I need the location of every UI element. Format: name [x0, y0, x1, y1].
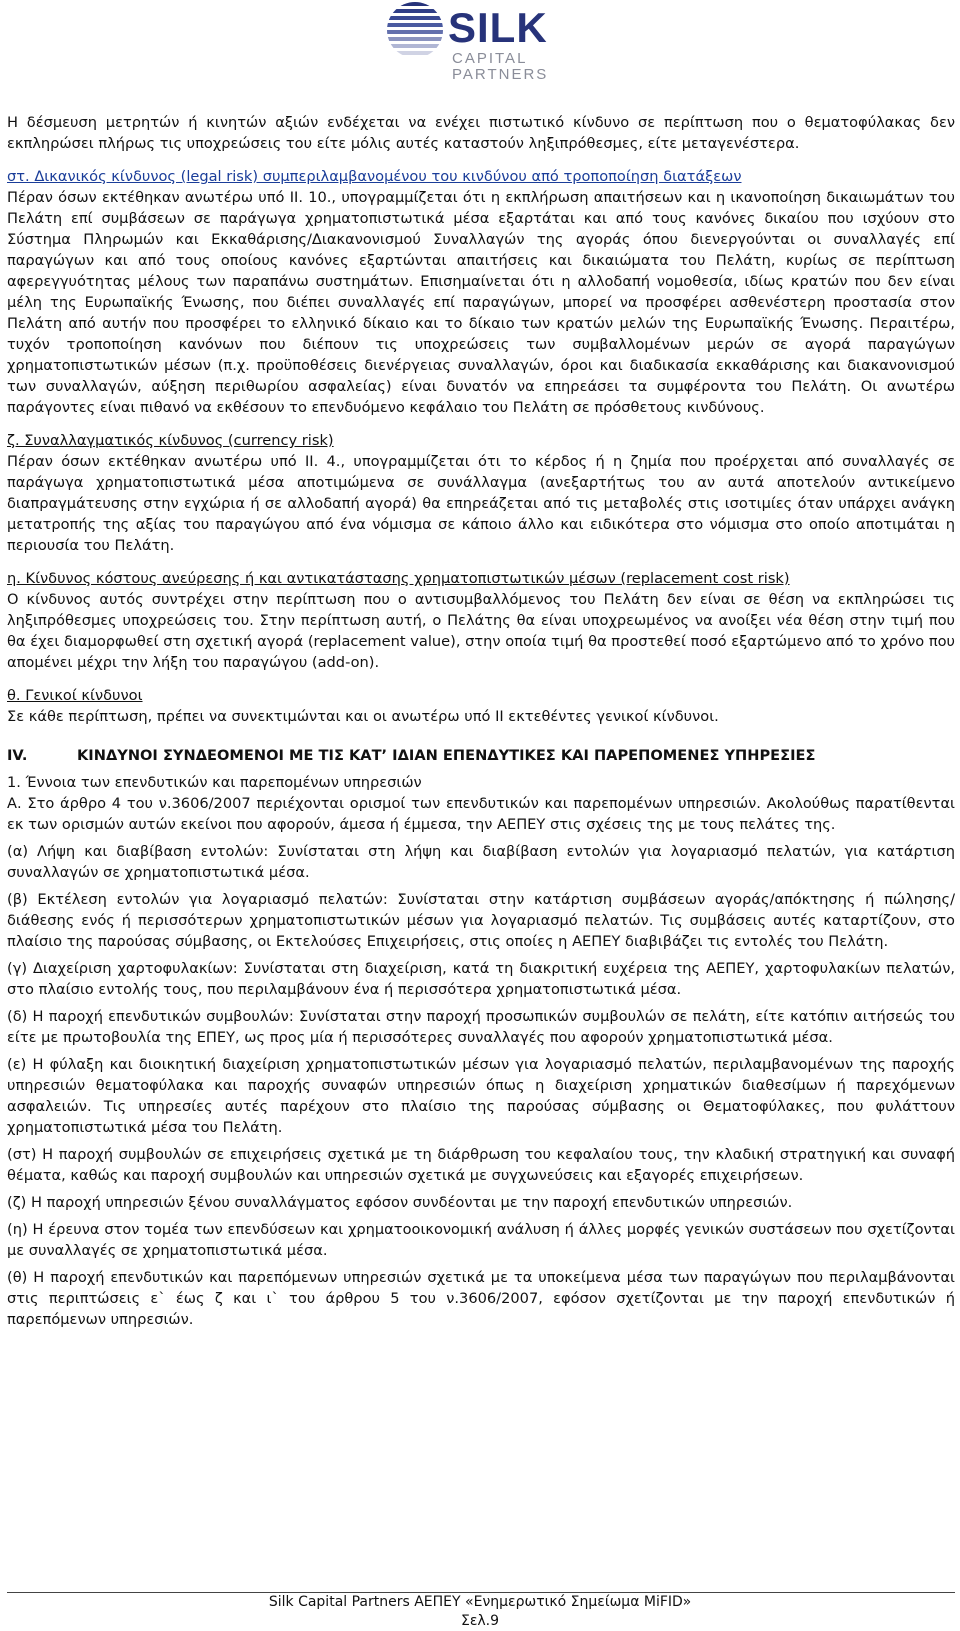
- footer-title: Silk Capital Partners ΑΕΠΕΥ «Ενημερωτικό Σημείωμα MiFID»: [268, 1594, 692, 1610]
- paragraph-intro: Η δέσμευση μετρητών ή κινητών αξιών ενδέχεται να ενέχει πιστωτικό κίνδυνο σε περίπτωση που ο θεματοφύλακας δεν εκπληρώσει πλήρως τις υποχρεώσεις του είτε μόλις αυτές καταστούν ληξιπρόθεσμες, είτε μεταγενέστερα.: [7, 114, 955, 152]
- heading-legal-risk: στ. Δικανικός κίνδυνος (legal risk) συμπεριλαμβανομένου του κινδύνου από τροποποίηση διατάξεων: [7, 168, 742, 185]
- section-title: ΚΙΝΔΥΝΟΙ ΣΥΝΔΕΟΜΕΝΟΙ ΜΕ ΤΙΣ ΚΑΤ’ ΙΔΙΑΝ ΕΠΕΝΔΥΤΙΚΕΣ ΚΑΙ ΠΑΡΕΠΟΜΕΝΕΣ ΥΠΗΡΕΣΙΕΣ: [77, 747, 816, 764]
- paragraph-a: Α. Στο άρθρο 4 του ν.3606/2007 περιέχονται ορισμοί των επενδυτικών και παρεπομένων υπηρεσιών. Ακολούθως παρατίθενται εκ των ορισμών αυτών εκείνοι που αφορούν, άμεσα ή έμμεσα, την ΑΕΠΕΥ στις σχέσεις της με τους πελάτες της.: [7, 795, 955, 833]
- heading-replacement-cost-risk: η. Κίνδυνος κόστους ανεύρεσης ή και αντικατάστασης χρηματοπιστωτικών μέσων (replacement cost risk): [7, 570, 790, 587]
- paragraph-replacement-cost-risk: Ο κίνδυνος αυτός συντρέχει στην περίπτωση που ο αντισυμβαλλόμενος του Πελάτη δεν είναι σε θέση να εκπληρώσει τις ληξιπρόθεσμες υποχρεώσεις του. Στην περίπτωση αυτή, ο Πελάτης θα είναι υποχρεωμένος να ανοίξει νέα θέση στην τιμή που θα έχει διαμορφωθεί στη σχετική αγορά (replacement value), στην οποία τιμή θα προστεθεί ποσό εξαρτώμενο από το χρόνο που απομένει μέχρι την λήξη του παραγώγου (add-on).: [7, 591, 955, 671]
- heading-general-risks: θ. Γενικοί κίνδυνοι: [7, 687, 143, 704]
- item-d: (δ) Η παροχή επενδυτικών συμβουλών: Συνίσταται στην παροχή προσωπικών συμβουλών σε πελάτη, είτε κατόπιν αιτήσεώς του είτε με πρωτοβουλία της ΕΠΕΥ, ως προς μία ή περισσότερες συναλλαγές που αφορούν χρηματοπιστωτικά μέσα.: [7, 1008, 955, 1046]
- page-number: Σελ.9: [460, 1613, 500, 1629]
- paragraph-currency-risk: Πέραν όσων εκτέθηκαν ανωτέρω υπό ΙΙ. 4., υπογραμμίζεται ότι το κέρδος ή η ζημία που προέρχεται από συναλλαγές σε παράγωγα χρηματοπιστωτικά μέσα αποτιμώμενα σε συνάλλαγμα (ανεξαρτήτως του αν αυτά αποτελούν αντικείμενο διαπραγμάτευσης στην εγχώρια ή σε αλλοδαπή αγορά) θα επηρεάζεται από τις μεταβολές στις ισοτιμίες όταν υπάρχει ανάγκη μετατροπής της αξίας του παραγώγου από ένα νόμισμα σε κάποιο άλλο και ειδικότερα στο νόμισμα στο οποίο αποτιμάται η περιουσία του Πελάτη.: [7, 453, 955, 554]
- document-body: [7, 112, 955, 1330]
- item-c: (γ) Διαχείριση χαρτοφυλακίων: Συνίσταται στη διαχείριση, κατά τη διακριτική ευχέρεια της ΑΕΠΕΥ, χαρτοφυλακίων πελατών, στο πλαίσιο εντολής τους, που περιλαμβάνουν ένα ή περισσότερα χρηματοπιστωτικά μέσα.: [7, 960, 955, 998]
- item-th: (θ) Η παροχή επενδυτικών και παρεπόμενων υπηρεσιών σχετικά με τα υποκείμενα μέσα των παραγώγων που περιλαμβάνονται στις περιπτώσεις ε` έως ζ και ι` του άρθρου 5 του ν.3606/2007, εφόσον σχετίζονται με την παροχή επενδυτικών ή παρεπόμενων υπηρεσιών.: [7, 1269, 955, 1328]
- heading-currency-risk: ζ. Συναλλαγματικός κίνδυνος (currency risk): [7, 432, 334, 449]
- company-logo: [380, 0, 590, 86]
- logo-line-capital: CAPITAL: [452, 50, 528, 67]
- section-heading-iv: [7, 745, 955, 766]
- item-z: (ζ) Η παροχή υπηρεσιών ξένου συναλλάγματος εφόσον συνδέονται με την παροχή επενδυτικών υπηρεσιών.: [7, 1194, 793, 1211]
- paragraph-legal-risk: Πέραν όσων εκτέθηκαν ανωτέρω υπό ΙΙ. 10., υπογραμμίζεται ότι η εκπλήρωση απαιτήσεων και η ικανοποίηση δικαιωμάτων του Πελάτη επί συμβάσεων σε παράγωγα χρηματοπιστωτικά μέσα εξαρτάται και από τους κανόνες δικαίου που ισχύουν στο Σύστημα Πληρωμών και Εκκαθάρισης/Διακανονισμού Συναλλαγών της αγοράς όπου διενεργούνται οι συναλλαγές επί παραγώγων και από τους οποίους κανόνες εξαρτώνται απαιτήσεις και δικαιώματα του Πελάτη, κυρίως σε περίπτωση αφερεγγυότητας μέλους των παραπάνω συστημάτων. Επισημαίνεται ότι η αλλοδαπή νομοθεσία, ιδίως κρατών που δεν είναι μέλη της Ευρωπαϊκής Ένωσης, που διέπει συναλλαγές επί παραγώγων, μπορεί να προσφέρει ασθενέστερη προστασία στον Πελάτη από αυτήν που προσφέρει το ελληνικό δίκαιο και το δίκαιο των κρατών μελών της Ευρωπαϊκής Ένωσης. Περαιτέρω, τυχόν τροποποίηση κανόνων που διέπουν τις υποχρεώσεις των συμβαλλομένων μερών σε αγορά παραγώγων χρηματοπιστωτικών μέσων (π.χ. προϋποθέσεις διενέργειας συναλλαγών, όροι και διαδικασία εκκαθάρισης και διακανονισμού των συναλλαγών, αύξηση περιθωρίου ασφαλείας) είναι δυνατόν να επηρεάσει τα συμφέροντα του Πελάτη. Οι ανωτέρω παράγοντες είναι πιθανό να εκθέσουν το επενδυόμενο κεφάλαιο του Πελάτη σε πρόσθετους κινδύνους.: [7, 189, 955, 416]
- item-a: (α) Λήψη και διαβίβαση εντολών: Συνίσταται στη λήψη και διαβίβαση εντολών για λογαριασμό πελατών, για κατάρτιση συναλλαγών σε χρηματοπιστωτικά μέσα.: [7, 843, 955, 881]
- item-e: (ε) Η φύλαξη και διοικητική διαχείριση χρηματοπιστωτικών μέσων για λογαριασμό πελατών, περιλαμβανομένων της παροχής υπηρεσιών θεματοφύλακα και παροχής συναφών υπηρεσιών όπως η διαχείριση χρηματικών διαθεσίμων ή παρεχόμενων ασφαλειών. Τις υπηρεσίες αυτές παρέχουν στο πλαίσιο της παρούσας σύμβασης οι Θεματοφύλακες, που φυλάττουν χρηματοπιστωτικά μέσα του Πελάτη.: [7, 1056, 955, 1136]
- item-st: (στ) Η παροχή συμβουλών σε επιχειρήσεις σχετικά με τη διάρθρωση του κεφαλαίου τους, την κλαδική στρατηγική και συναφή θέματα, καθώς και παροχή συμβουλών και υπηρεσιών σχετικά με συγχωνεύσεις και εξαγορές επιχειρήσεων.: [7, 1146, 955, 1184]
- logo-brand: SILK: [448, 4, 548, 51]
- item-h: (η) Η έρευνα στον τομέα των επενδύσεων και χρηματοοικονομική ανάλυση ή άλλες μορφές γενικών συστάσεων που σχετίζονται με συναλλαγές σε χρηματοπιστωτικά μέσα.: [7, 1221, 955, 1259]
- logo-globe-icon: [380, 0, 450, 60]
- section-number: IV.: [7, 747, 28, 764]
- paragraph-general-risks: Σε κάθε περίπτωση, πρέπει να συνεκτιμώνται και οι ανωτέρω υπό ΙΙ εκτεθέντες γενικοί κίνδυνοι.: [7, 708, 719, 725]
- page-footer: [0, 1593, 960, 1631]
- item-b: (β) Εκτέλεση εντολών για λογαριασμό πελατών: Συνίσταται στην κατάρτιση συμβάσεων αγοράς/απόκτησης ή πώλησης/διάθεσης ενός ή περισσότερων χρηματοπιστωτικών μέσων για λογαριασμό πελατών. Τις συμβάσεις αυτές καταρτίζουν, στο πλαίσιο της παρούσας σύμβασης, οι Εκτελούσες Επιχειρήσεις, στις οποίες η ΑΕΠΕΥ διαβιβάζει τις εντολές του Πελάτη.: [7, 891, 955, 950]
- subheading-services: 1. Έννοια των επενδυτικών και παρεπομένων υπηρεσιών: [7, 774, 422, 791]
- logo-line-partners: PARTNERS: [452, 66, 549, 83]
